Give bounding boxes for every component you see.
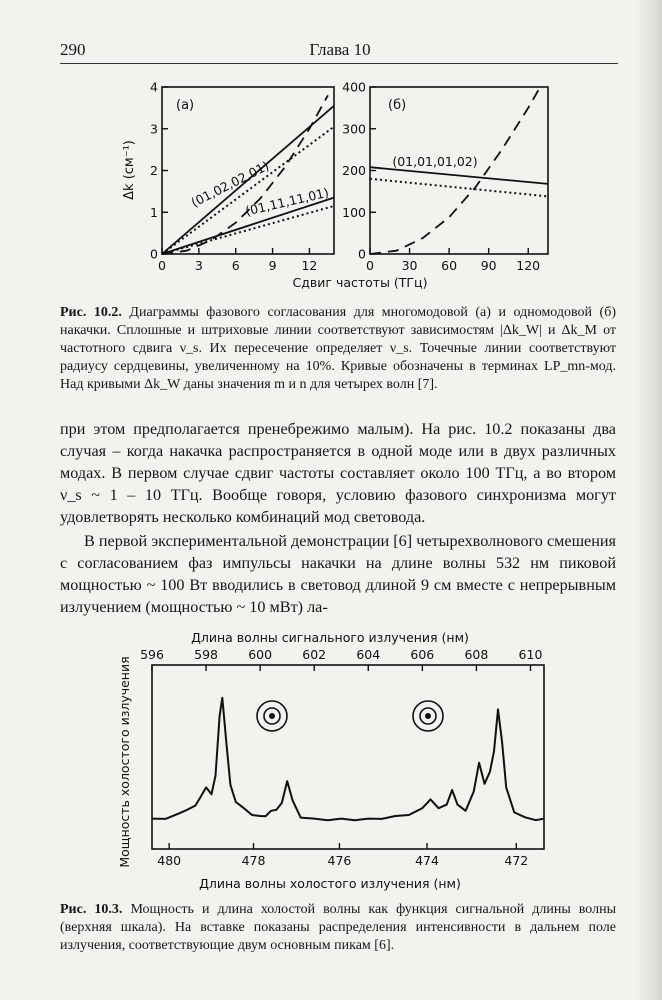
top-tick-label-6: 608: [464, 647, 489, 662]
top-tick-label-1: 598: [194, 647, 218, 662]
top-tick-label-2: 600: [248, 647, 273, 662]
far-field-pattern-1: [257, 701, 287, 731]
caption-10-2: [60, 304, 616, 394]
a-xtick-label-1: 3: [194, 258, 203, 273]
a-ytick-label-4: 4: [150, 79, 158, 95]
b-xtick-label-2: 60: [441, 258, 458, 273]
curve-label-011111: (01,11,11,01): [243, 184, 331, 219]
paragraph-2: В первой экспериментальной демонстрации [6] четырехволнового смешения с согласованием фаз импульсы накачки на длине волны 532 нм пиковой мощностью ~ 100 Вт вводились в световод длиной 9 см вместе с непрерывным излучением (мощностью ~ 10 мВт) ла-: [60, 532, 616, 616]
top-tick-label-4: 604: [356, 647, 381, 662]
top-tick-label-7: 610: [518, 647, 543, 662]
a-xtick-label-3: 9: [268, 258, 277, 273]
top-tick-label-5: 606: [410, 647, 435, 662]
b-ytick-label-0: 0: [358, 246, 366, 262]
bottom-tick-label-0: 480: [157, 853, 182, 868]
figure-10-3: [0, 626, 662, 896]
caption-10-3-text: Мощность и длина холостой волны как функция сигнальной длины волны (верхняя шкала). На вставке показаны распределения интенсивности в дальнем поле излучения, соответствующие двум основным пикам [6].: [60, 902, 617, 953]
a-xtick-label-4: 12: [301, 258, 318, 273]
top-axis-label: Длина волны сигнального излучения (нм): [191, 630, 469, 645]
b-ytick-label-3: 300: [342, 121, 366, 137]
bottom-tick-label-2: 476: [327, 853, 352, 868]
b-ytick-label-4: 400: [342, 79, 366, 95]
b-xtick-label-4: 120: [516, 258, 541, 273]
page-header: [60, 40, 620, 64]
a-xtick-label-2: 6: [231, 258, 240, 273]
body-text: [60, 418, 616, 618]
top-tick-label-3: 602: [302, 647, 327, 662]
caption-10-3-label: Рис. 10.3.: [60, 902, 123, 917]
figure-10-3-frame: [152, 665, 544, 849]
panel-a-label: (a): [176, 98, 195, 113]
paragraph-1: при этом предполагается пренебрежимо малым). На рис. 10.2 показаны два случая – когда накачка распространяется в одной моде или в двух различных модах. В первом случае сдвиг частоты составляет около 100 ТГц, а во втором ν_s ~ 1 – 10 ТГц. Вообще говоря, условию фазового синхронизма могут удовлетворять несколько комбинаций мод световода.: [60, 420, 616, 526]
a-ytick-label-2: 2: [150, 163, 158, 178]
panel-a-ylabel: Δk (см⁻¹): [122, 140, 137, 200]
bottom-tick-label-3: 474: [415, 853, 439, 868]
a-ytick-label-0: 0: [150, 246, 158, 262]
bottom-tick-label-4: 472: [504, 853, 529, 868]
curve-label-010202: (01,02,02,01): [188, 157, 272, 211]
top-tick-label-0: 596: [140, 647, 164, 662]
b-xtick-label-0: 0: [366, 258, 374, 273]
chapter-title: Глава 10: [309, 40, 371, 59]
figure-10-3-axes: [140, 647, 542, 868]
b-ytick-label-1: 100: [342, 204, 366, 220]
curve-label-010101: (01,01,01,02): [392, 154, 478, 169]
caption-10-2-label: Рис. 10.2.: [60, 305, 122, 320]
b-xtick-label-1: 30: [401, 258, 418, 273]
figure-10-2: [0, 75, 662, 300]
bottom-axis-label: Длина волны холостого излучения (нм): [199, 876, 461, 891]
header-rule: [60, 63, 618, 64]
caption-10-3: [60, 901, 616, 955]
figure-10-2-xlabel: Сдвиг частоты (ТГц): [292, 275, 428, 290]
a-ytick-label-3: 3: [150, 121, 158, 137]
caption-10-2-text: Диаграммы фазового согласования для многомодовой (а) и одномодовой (б) накачки. Сплошные и штриховые линии соответствуют зависимостям |Δk_W| и Δk_M от частотного сдвига ν_s. Их пересечение определяет ν_s. Точечные линии соответствуют радиусу сердцевины, увеличенному на 10%. Кривые обозначены в терминах LP_mn-мод. Над кривыми Δk_W даны значения m и n для четырех волн [7].: [60, 305, 617, 392]
panel-b-axes: [342, 80, 540, 274]
far-field-pattern-2: [413, 701, 443, 731]
b-xtick-label-3: 90: [480, 258, 497, 273]
page-number: 290: [60, 40, 86, 59]
a-xtick-label-0: 0: [158, 258, 166, 273]
figure-10-3-ylabel: Мощность холостого излучения: [117, 656, 132, 868]
panel-b-label: (б): [388, 98, 407, 113]
a-ytick-label-1: 1: [150, 204, 158, 220]
b-ytick-label-2: 200: [342, 163, 366, 178]
idler-power-trace: [152, 698, 544, 821]
bottom-tick-label-1: 478: [241, 853, 266, 868]
